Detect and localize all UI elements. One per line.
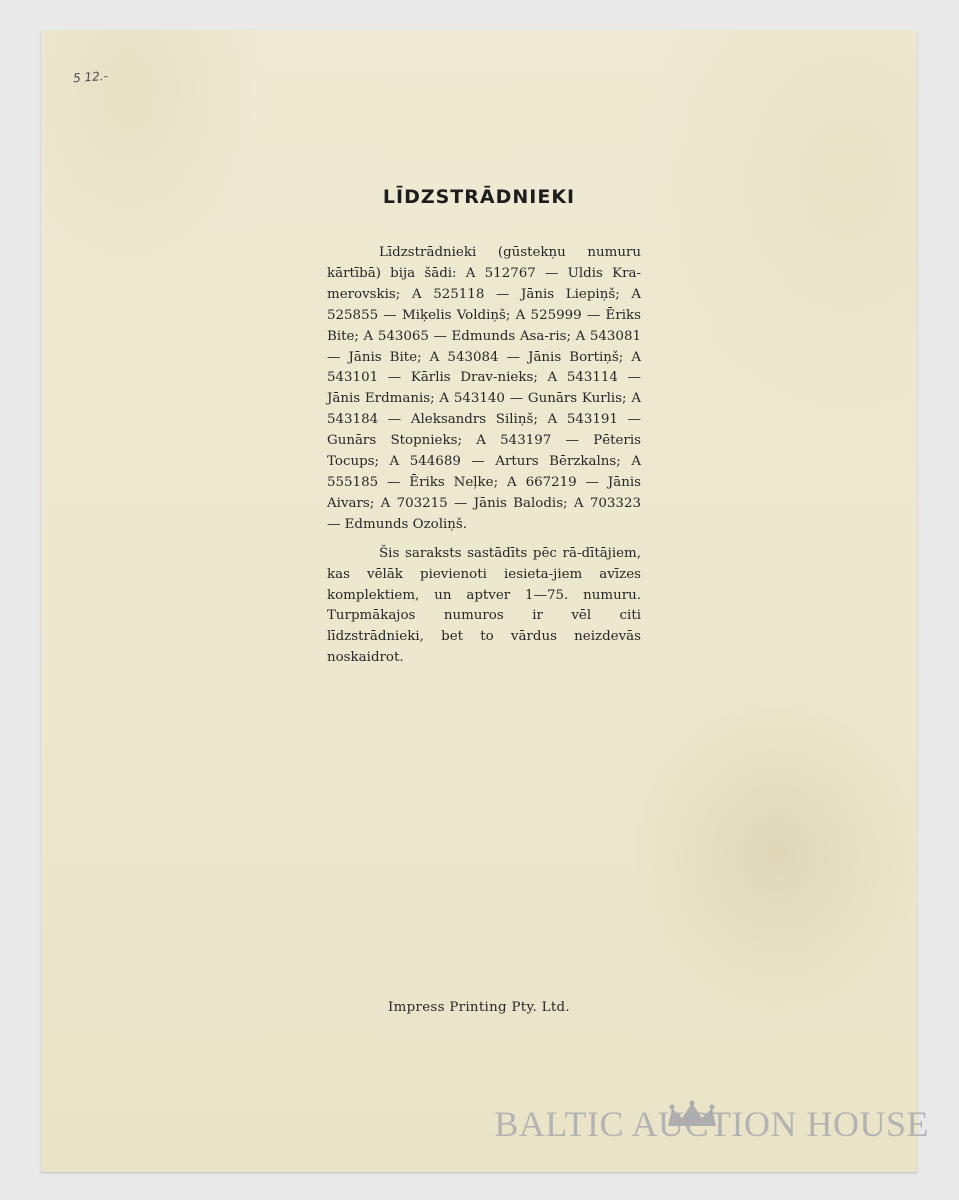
watermark-text: BALTIC AUCTION HOUSE bbox=[494, 1104, 929, 1144]
auction-house-watermark bbox=[494, 1103, 929, 1145]
page-title: LĪDZSTRĀDNIEKI bbox=[382, 186, 576, 208]
handwritten-price-note: 5 12.- bbox=[72, 68, 109, 86]
contributors-list-paragraph: Līdzstrādnieki (gūstekņu numuru kārtībā) bija šādi: A 512767 — Uldis Kra-merovskis; A 525118 — Jānis Liepiņš; A 525855 — Miķelis Voldiņš; A 525999 — Ēriks Bite; A 543065 — Edmunds Asa-ris; A 543081 — Jānis Bite; A 543084 — Jānis Bortiņš; A 543101 — Kārlis Drav-nieks; A 543114 — Jānis Erdmanis; A 543140 — Gunārs Kurlis; A 543184 — Aleksandrs Siliņš; A 543191 — Gunārs Stopnieks; A 543197 — Pēteris Tocups; A 544689 — Arturs Bērzkalns; A 555185 — Ēriks Neļke; A 667219 — Jānis Aivars; A 703215 — Jānis Balodis; A 703323 — Edmunds Ozoliņš. bbox=[327, 245, 641, 532]
contributors-text bbox=[327, 243, 641, 669]
printer-imprint: Impress Printing Pty. Ltd. bbox=[388, 1000, 570, 1015]
book-back-cover bbox=[41, 30, 917, 1172]
source-note-paragraph: Šis saraksts sastādīts pēc rā-dītājiem, kas vēlāk pievienoti iesieta-jiem avīzes komplektiem, un aptver 1—75. numuru. Turpmākajos numuros ir vēl citi līdzstrādnieki, bet to vārdus neizdevās noskaidrot. bbox=[327, 545, 641, 666]
